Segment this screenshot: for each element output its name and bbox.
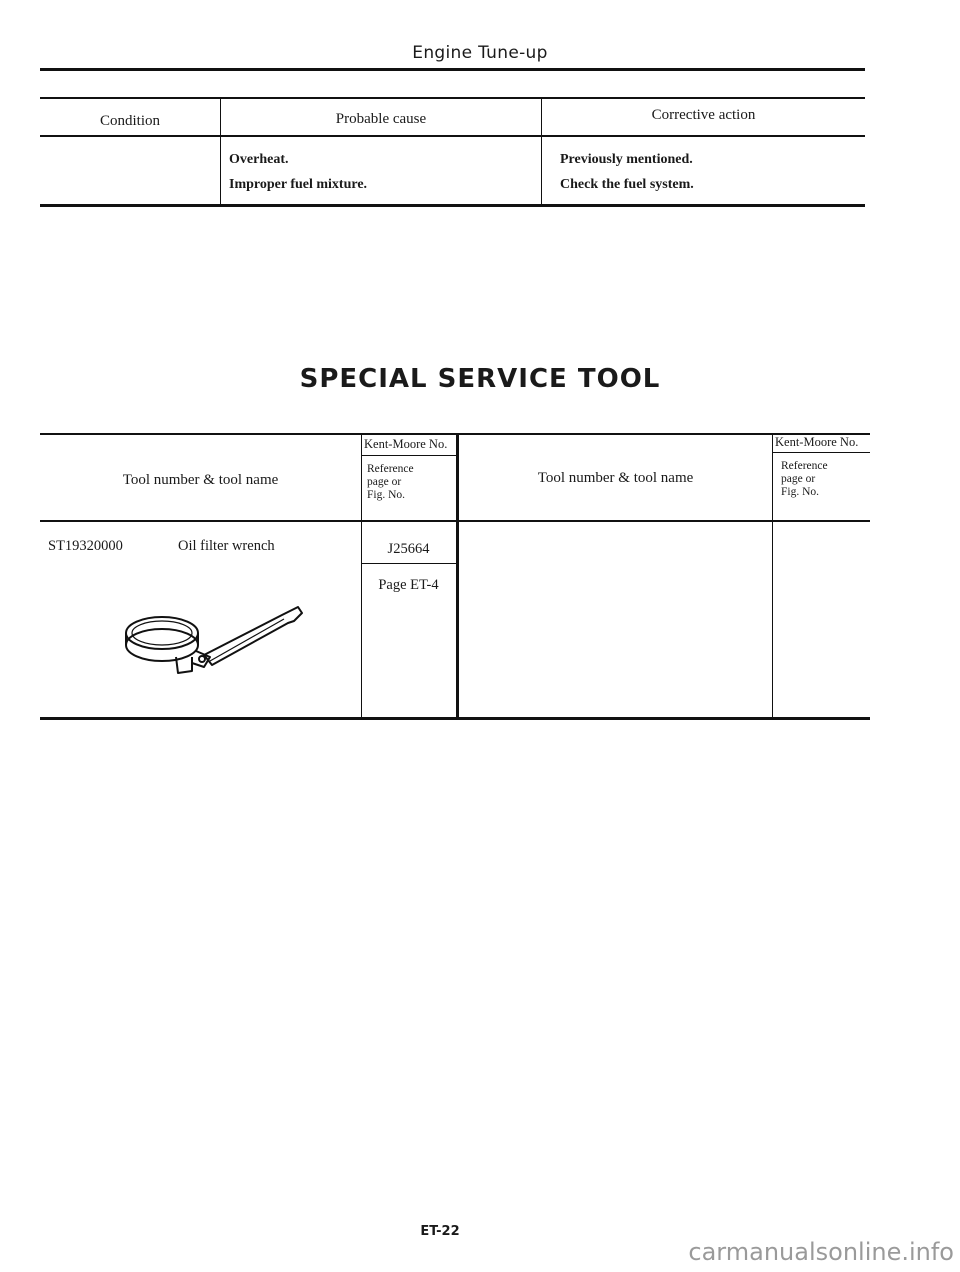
reference-line: page or	[367, 476, 402, 488]
table-cell-cause: Improper fuel mixture.	[229, 177, 368, 192]
column-header-tool-name: Tool number & tool name	[122, 472, 279, 488]
column-header-reference	[367, 463, 414, 502]
table-top-rule	[40, 433, 870, 435]
header-rule	[40, 68, 865, 71]
column-divider	[772, 433, 773, 718]
column-header-reference	[781, 460, 828, 499]
reference-line: page or	[781, 473, 816, 485]
tool-number: ST19320000	[48, 538, 123, 554]
watermark: carmanualsonline.info	[688, 1238, 954, 1266]
table-bottom-rule	[40, 204, 865, 207]
column-header-kent-moore: Kent-Moore No.	[775, 435, 859, 449]
cell-rule	[361, 563, 456, 564]
table-cell-action: Previously mentioned.	[560, 152, 693, 167]
subheader-rule	[772, 452, 870, 453]
column-header-probable-cause: Probable cause	[335, 111, 427, 127]
page-title: Engine Tune-up	[412, 43, 548, 63]
table-bottom-rule	[40, 717, 870, 720]
subheader-rule	[361, 455, 456, 456]
column-header-condition: Condition	[99, 113, 160, 129]
reference-line: Reference	[781, 460, 828, 472]
section-title: SPECIAL SERVICE TOOL	[299, 364, 661, 394]
kent-moore-number: J25664	[387, 541, 430, 557]
table-cell-cause: Overheat.	[229, 152, 289, 167]
header-bottom-rule	[40, 520, 870, 522]
column-header-corrective-action: Corrective action	[651, 107, 756, 123]
page-number: ET-22	[420, 1224, 460, 1239]
reference-line: Fig. No.	[781, 486, 820, 498]
reference-page: Page ET-4	[378, 577, 439, 593]
tool-name: Oil filter wrench	[178, 538, 275, 554]
header-bottom-rule	[40, 135, 865, 137]
table-cell-action: Check the fuel system.	[560, 177, 694, 192]
oil-filter-wrench-icon	[118, 603, 318, 683]
column-header-tool-name: Tool number & tool name	[537, 470, 694, 486]
reference-line: Reference	[367, 463, 414, 475]
reference-line: Fig. No.	[367, 489, 406, 501]
column-divider	[361, 433, 362, 718]
table-top-rule	[40, 97, 865, 99]
column-header-kent-moore: Kent-Moore No.	[364, 437, 448, 451]
